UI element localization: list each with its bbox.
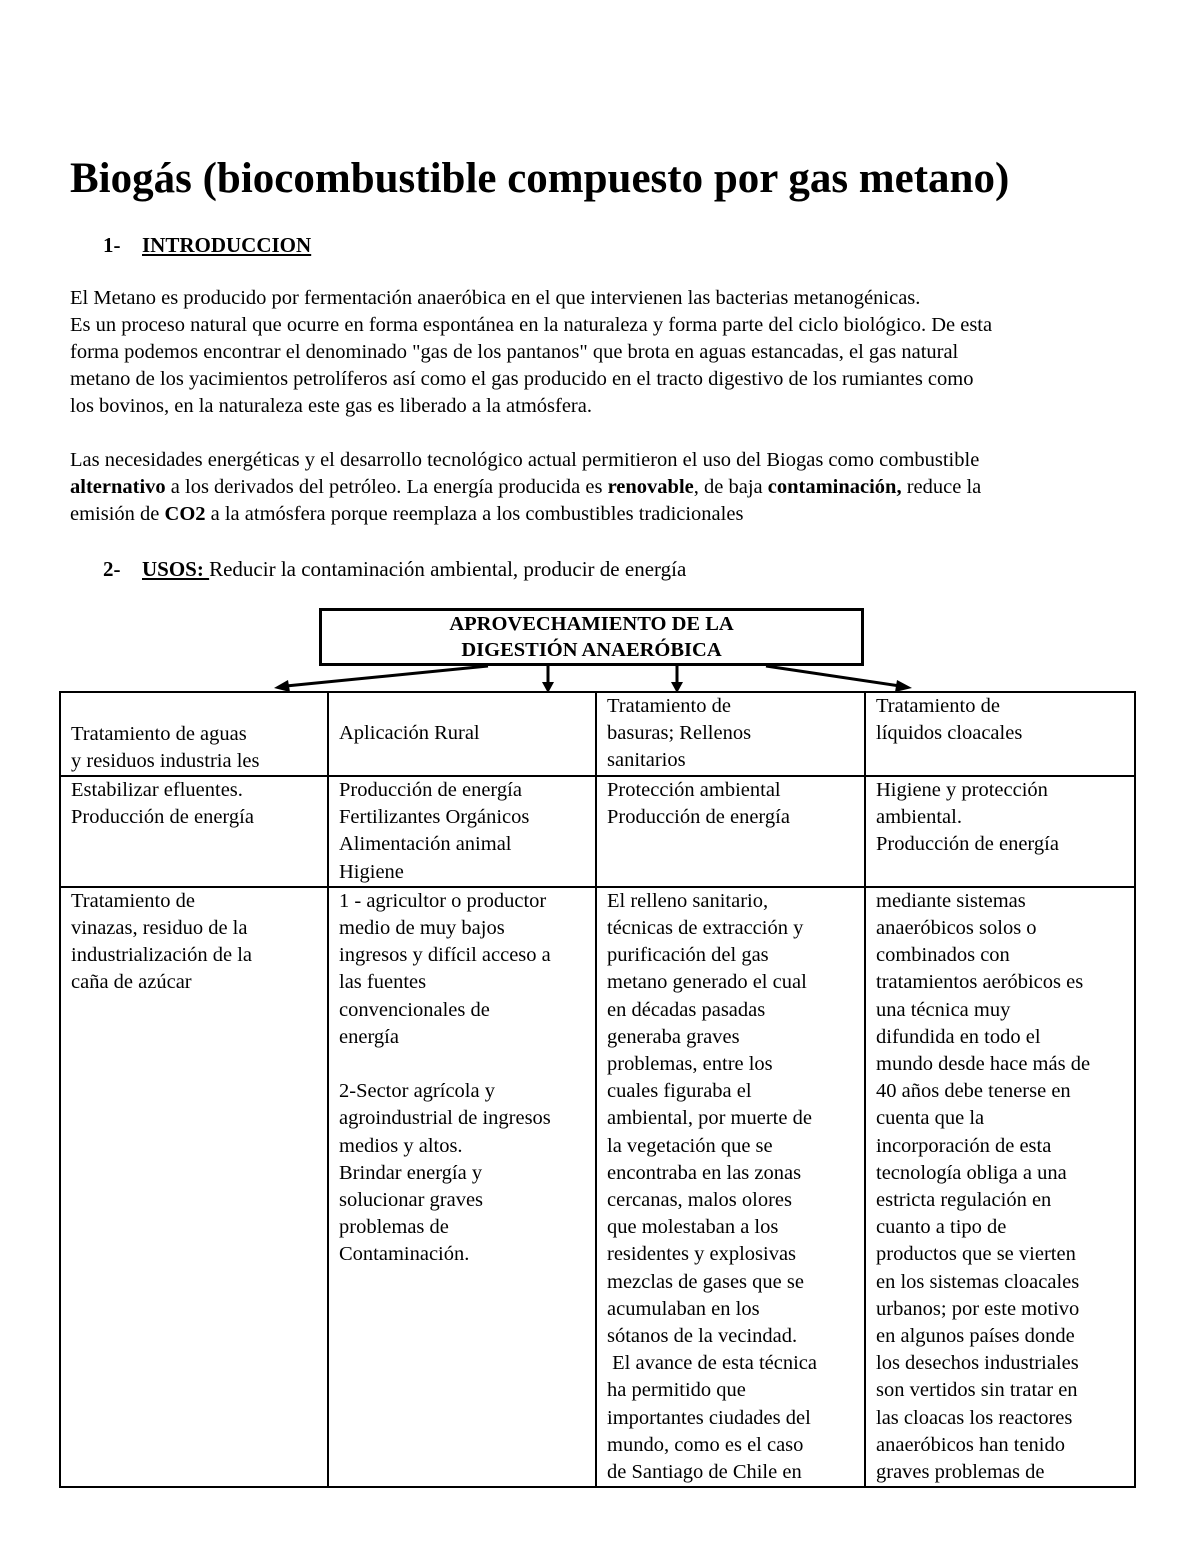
cell-line: técnicas de extracción y (607, 917, 804, 940)
section-label: USOS: (142, 557, 210, 581)
cell-line: estricta regulación en (876, 1189, 1052, 1212)
cell-line: purificación del gas (607, 944, 769, 967)
cell-line: la vegetación que se (607, 1134, 773, 1157)
section-number: 1- (103, 233, 121, 257)
bold-term: alternativo (70, 476, 166, 498)
text-run: reduce la (901, 476, 982, 498)
cell-line: encontraba en las zonas (607, 1161, 802, 1184)
cell-line: y residuos industria les (71, 749, 260, 772)
cell-line: sótanos de la vecindad. (607, 1325, 798, 1348)
cell-line: Tratamiento de (607, 695, 731, 717)
section-label: INTRODUCCION (142, 233, 312, 257)
table-header-cell (328, 692, 596, 776)
bold-term: renovable (607, 476, 694, 498)
cell-line: ingresos y difícil acceso a (339, 944, 551, 967)
cell-line: cuales figuraba el (607, 1080, 752, 1103)
box-line: APROVECHAMIENTO DE LA (449, 613, 734, 635)
cell-line: ambiental, por muerte de (607, 1107, 812, 1130)
text-run: a los derivados del petróleo. La energía producida es (165, 476, 608, 498)
cell-line: Producción de energía (71, 806, 254, 829)
cell-line: mezclas de gases que se (607, 1270, 804, 1293)
table-row (60, 887, 1135, 1487)
cell-line: 40 años debe tenerse en (876, 1080, 1071, 1103)
text-line: Las necesidades energéticas y el desarrollo tecnológico actual permitieron el uso del Biogas como combustible (70, 449, 980, 471)
cell-line: difundida en todo el (876, 1025, 1041, 1048)
cell-line: problemas de (339, 1216, 449, 1239)
text-line: metano de los yacimientos petrolíferos así como el gas producido en el tracto digestivo de los rumiantes como (70, 368, 974, 390)
cell-line: incorporación de esta (876, 1134, 1052, 1157)
table-cell (596, 887, 865, 1487)
table-header-cell (865, 692, 1135, 776)
cell-line: solucionar graves (339, 1189, 484, 1212)
cell-line: ha permitido que (607, 1379, 746, 1402)
uses-table (59, 691, 1136, 1488)
table-header-row (60, 692, 1135, 776)
cell-line: metano generado el cual (607, 971, 807, 994)
cell-line: Tratamiento de (71, 889, 195, 912)
box-line: DIGESTIÓN ANAERÓBICA (461, 639, 722, 661)
cell-line: mundo desde hace más de (876, 1053, 1091, 1076)
cell-line: graves problemas de (876, 1461, 1045, 1484)
text-line: forma podemos encontrar el denominado "gas de los pantanos" que brota en aguas estancadas, el gas natural (70, 341, 959, 363)
table-header-cell (596, 692, 865, 776)
cell-line: líquidos cloacales (876, 722, 1023, 745)
cell-line: Aplicación Rural (339, 722, 480, 745)
cell-line: residentes y explosivas (607, 1243, 797, 1266)
cell-line: energía (339, 1025, 399, 1048)
cell-line: medios y altos. (339, 1134, 463, 1157)
cell-line: Fertilizantes Orgánicos (339, 806, 530, 829)
cell-line: Producción de energía (876, 833, 1059, 856)
text-run: emisión de (70, 503, 165, 525)
table-cell (328, 887, 596, 1487)
cell-line: una técnica muy (876, 998, 1011, 1021)
cell-line: agroindustrial de ingresos (339, 1107, 551, 1130)
cell-line: en décadas pasadas (607, 998, 766, 1021)
text-line: El Metano es producido por fermentación anaeróbica en el que intervienen las bacterias metanogénicas. (70, 287, 921, 309)
bold-term: CO2 (164, 503, 206, 525)
cell-line: Contaminación. (339, 1243, 470, 1266)
cell-line: convencionales de (339, 998, 490, 1021)
section-text: Reducir la contaminación ambiental, producir de energía (209, 557, 687, 581)
cell-line: 1 - agricultor o productor (339, 889, 547, 912)
arrow-line-right (766, 666, 900, 686)
cell-line: problemas, entre los (607, 1053, 773, 1076)
text-line: Es un proceso natural que ocurre en forma espontánea en la naturaleza y forma parte del ciclo biológico. De esta (70, 314, 993, 336)
cell-line: anaeróbicos han tenido (876, 1433, 1065, 1456)
cell-line: basuras; Rellenos (607, 722, 752, 745)
cell-line: Higiene y protección (876, 779, 1048, 801)
cell-line: caña de azúcar (71, 971, 192, 994)
arrow-line-left (286, 666, 488, 686)
cell-line: en algunos países donde (876, 1325, 1075, 1348)
table-row (60, 776, 1135, 887)
table-cell (328, 776, 596, 887)
cell-line: importantes ciudades del (607, 1406, 811, 1429)
cell-line: industrialización de la (71, 944, 253, 967)
diagram-arrows (0, 0, 1200, 700)
page-title: Biogás (biocombustible compuesto por gas metano) (70, 155, 1010, 202)
cell-line: Producción de energía (607, 806, 790, 829)
table-header-cell (60, 692, 328, 776)
cell-line: 2-Sector agrícola y (339, 1080, 495, 1103)
text-run: a la atmósfera porque reemplaza a los combustibles tradicionales (205, 503, 744, 525)
cell-line: cuenta que la (876, 1107, 985, 1130)
table-cell (865, 776, 1135, 887)
cell-line: Higiene (339, 860, 404, 883)
blank-line (339, 1051, 585, 1078)
cell-line: anaeróbicos solos o (876, 917, 1037, 940)
cell-line: ambiental. (876, 806, 962, 829)
cell-line: los desechos industriales (876, 1352, 1079, 1375)
table-cell (596, 776, 865, 887)
cell-line: en los sistemas cloacales (876, 1270, 1080, 1293)
cell-line: cuanto a tipo de (876, 1216, 1007, 1239)
cell-line: las cloacas los reactores (876, 1406, 1073, 1429)
cell-line: Tratamiento de aguas (71, 722, 247, 745)
cell-line: las fuentes (339, 971, 427, 994)
bold-term: contaminación, (767, 476, 902, 498)
cell-line: mediante sistemas (876, 889, 1026, 912)
cell-line: generaba graves (607, 1025, 740, 1048)
cell-line: cercanas, malos olores (607, 1189, 792, 1212)
cell-line: mundo, como es el caso (607, 1433, 804, 1456)
cell-line: Estabilizar efluentes. (71, 779, 243, 801)
cell-line: El avance de esta técnica (607, 1352, 817, 1375)
table-cell (865, 887, 1135, 1487)
cell-line: de Santiago de Chile en (607, 1461, 802, 1484)
cell-line: Tratamiento de (876, 695, 1000, 717)
section-number: 2- (103, 557, 121, 581)
cell-line: combinados con (876, 944, 1010, 967)
cell-line: medio de muy bajos (339, 917, 505, 940)
cell-line: Protección ambiental (607, 779, 781, 801)
text-run: , de baja (693, 476, 768, 498)
cell-line: El relleno sanitario, (607, 889, 769, 912)
cell-line: productos que se vierten (876, 1243, 1076, 1266)
cell-line: son vertidos sin tratar en (876, 1379, 1078, 1402)
cell-line: Producción de energía (339, 779, 522, 801)
cell-line: vinazas, residuo de la (71, 917, 248, 940)
cell-line: acumulaban en los (607, 1297, 760, 1320)
cell-line: sanitarios (607, 749, 686, 772)
cell-line: urbanos; por este motivo (876, 1297, 1080, 1320)
table-cell (60, 887, 328, 1487)
text-line: los bovinos, en la naturaleza este gas es liberado a la atmósfera. (70, 395, 592, 417)
cell-line: tratamientos aeróbicos es (876, 971, 1084, 994)
table-cell (60, 776, 328, 887)
cell-line: Alimentación animal (339, 833, 512, 856)
cell-line: que molestaban a los (607, 1216, 779, 1239)
cell-line: tecnología obliga a una (876, 1161, 1067, 1184)
cell-line: Brindar energía y (339, 1161, 483, 1184)
